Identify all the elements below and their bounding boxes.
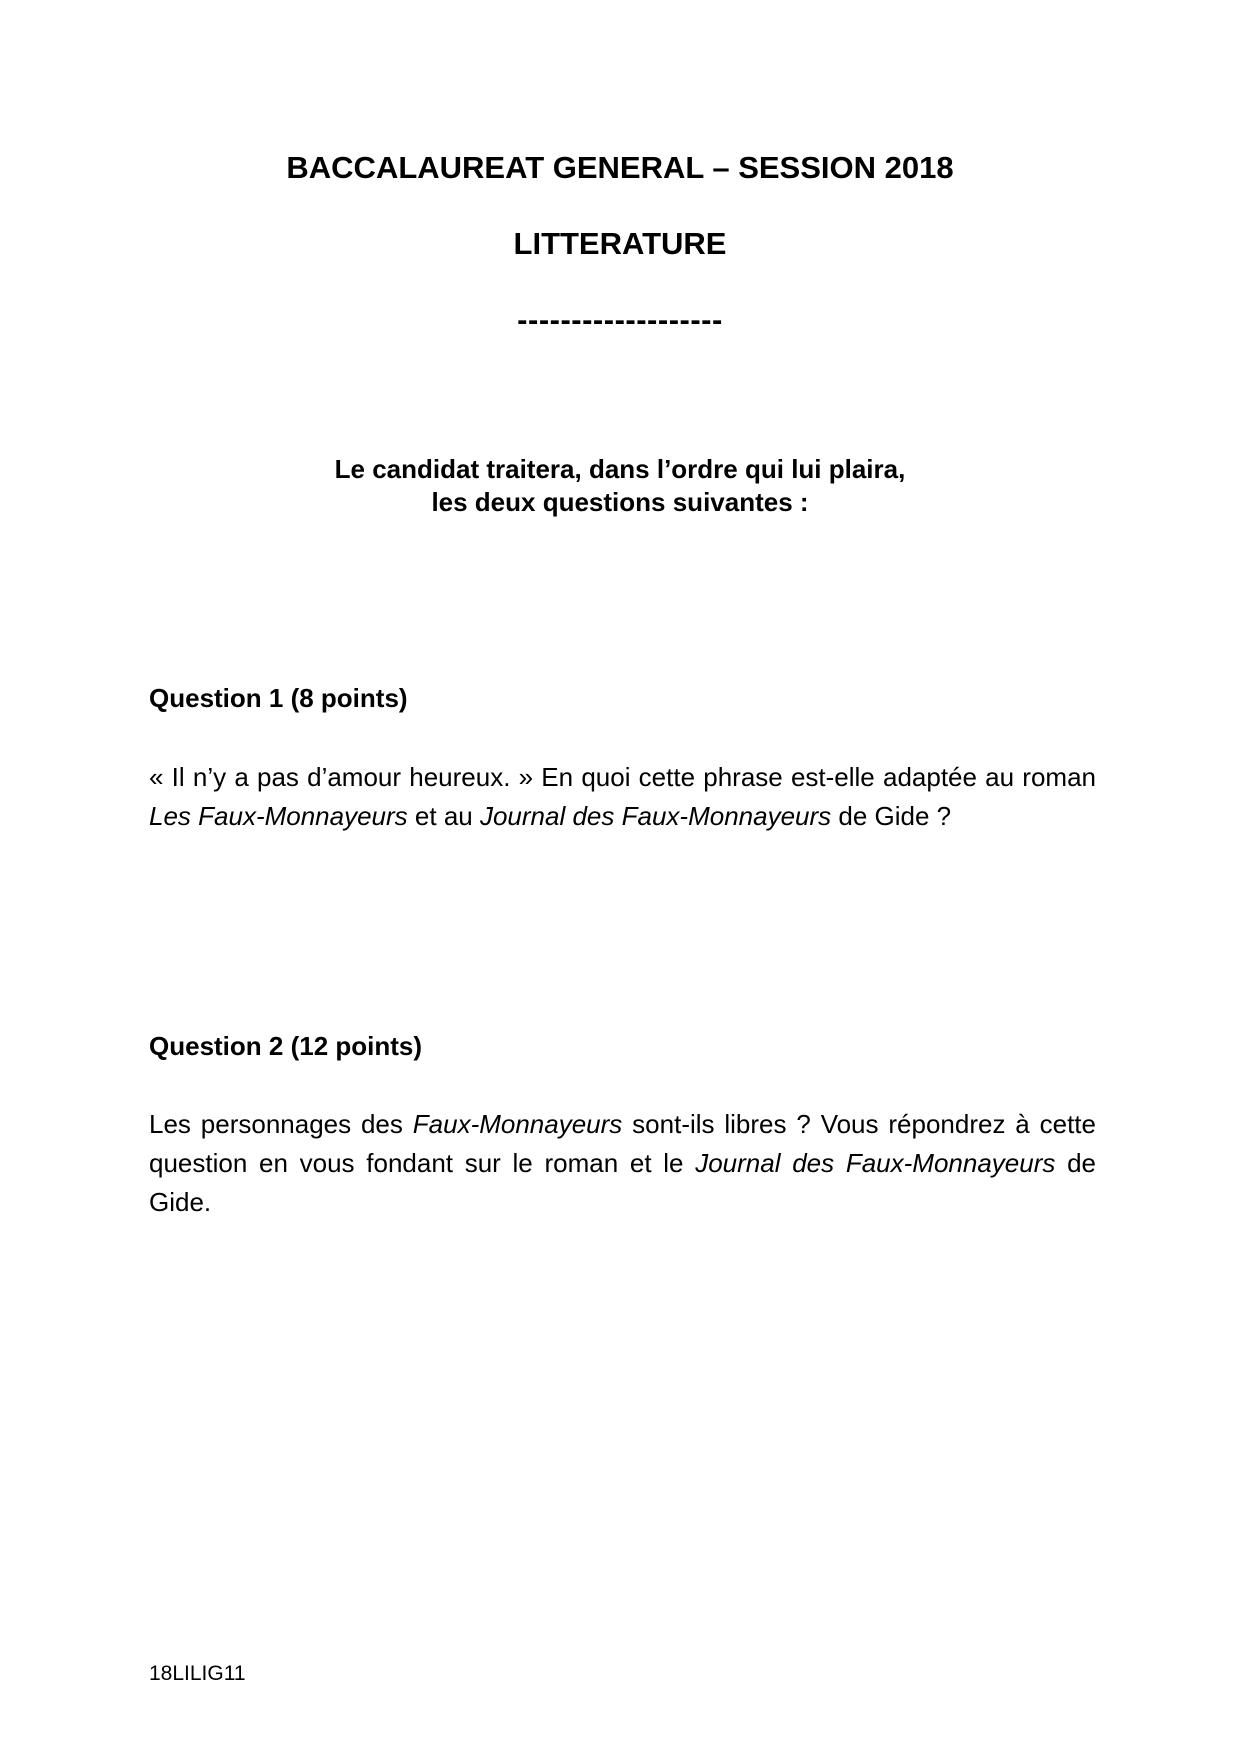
question-1-text-part: « Il n’y a pas d’amour heureux. » En quoi cette phrase est-elle adaptée au roman	[149, 762, 1096, 792]
question-2-text	[149, 1105, 1096, 1222]
question-1-journal-title: Journal des Faux-Monnayeurs	[479, 801, 832, 831]
question-1-text	[149, 758, 1096, 836]
exam-title: BACCALAUREAT GENERAL – SESSION 2018	[286, 150, 954, 185]
question-2-journal-title: Journal des Faux-Monnayeurs	[695, 1148, 1056, 1178]
question-2-heading: Question 2 (12 points)	[149, 1031, 423, 1061]
instruction-line-1: Le candidat traitera, dans l’ordre qui lui plaira,	[334, 454, 906, 484]
instruction-line-2: les deux questions suivantes :	[431, 487, 809, 517]
question-2-text-part: sont-ils libres ? Vous répondrez à cette question en vous fondant sur le roman et le	[149, 1109, 1096, 1178]
question-1-text-part: et au	[407, 801, 480, 831]
document-code: 18LILIG11	[149, 1662, 246, 1685]
subject-title: LITTERATURE	[513, 226, 727, 261]
question-2-text-part: de Gide.	[149, 1148, 1097, 1217]
question-1-heading: Question 1 (8 points)	[149, 683, 408, 713]
question-2-text-part: Les personnages des	[149, 1109, 413, 1139]
question-2-book-title: Faux-Monnayeurs	[412, 1109, 623, 1139]
question-1-text-part: de Gide ?	[831, 801, 952, 831]
instructions	[0, 453, 1240, 519]
title-separator: -------------------	[517, 302, 723, 337]
question-1-book-title: Les Faux-Monnayeurs	[149, 801, 408, 831]
